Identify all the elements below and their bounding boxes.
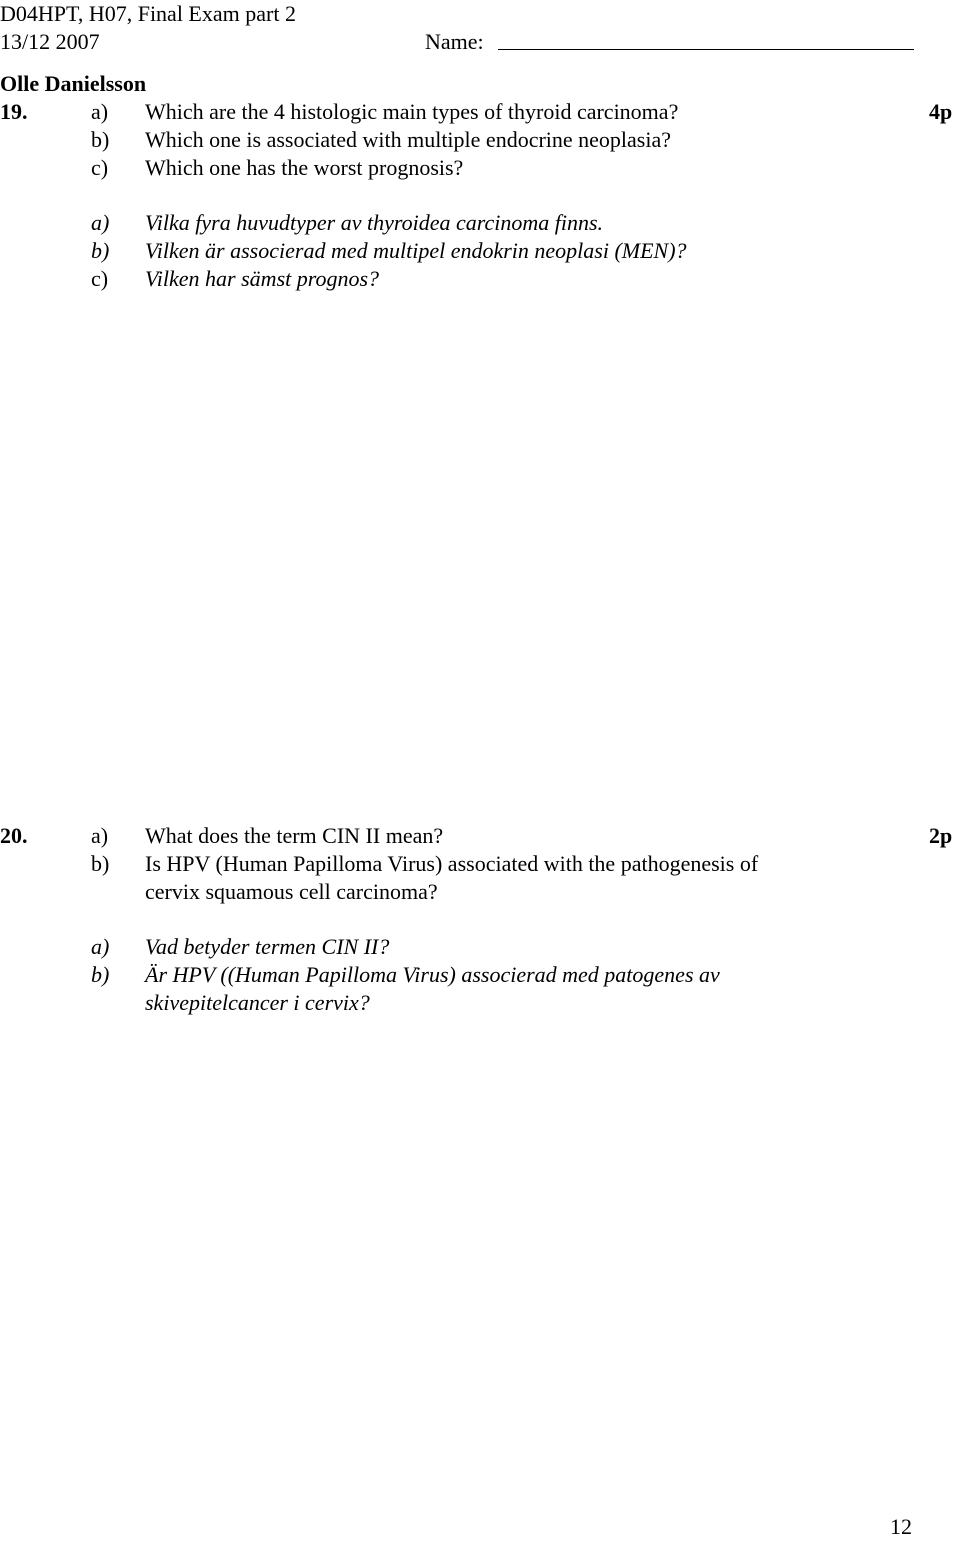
question-number: 19.: [0, 99, 28, 124]
question-text: Is HPV (Human Papilloma Virus) associated with the pathogenesis of: [145, 851, 759, 876]
question-points: 2p: [929, 823, 953, 848]
option-letter: b): [91, 851, 110, 876]
question-points: 4p: [929, 99, 953, 124]
question-text-continued: cervix squamous cell carcinoma?: [145, 879, 438, 904]
option-letter: a): [91, 99, 109, 124]
question-number: 20.: [0, 823, 28, 848]
question-text-swedish: Vilken är associerad med multipel endokrin neoplasi (MEN)?: [145, 238, 687, 263]
option-letter: b): [91, 127, 110, 152]
page-number: 12: [890, 1514, 912, 1539]
question-text-swedish-continued: skivepitelcancer i cervix?: [145, 990, 370, 1015]
question-text-swedish: Vilken har sämst prognos?: [145, 266, 380, 291]
exam-date: 13/12 2007: [0, 29, 100, 54]
name-input-line: [498, 49, 914, 50]
option-letter: c): [91, 266, 109, 291]
option-letter: b): [91, 238, 110, 263]
question-text: What does the term CIN II mean?: [145, 823, 444, 848]
option-letter: c): [91, 155, 109, 180]
author-name: Olle Danielsson: [0, 71, 147, 96]
option-letter: a): [91, 934, 110, 959]
option-letter: a): [91, 210, 110, 235]
question-text: Which one has the worst prognosis?: [145, 155, 464, 180]
course-title: D04HPT, H07, Final Exam part 2: [0, 1, 296, 26]
option-letter: a): [91, 823, 109, 848]
question-text: Which one is associated with multiple endocrine neoplasia?: [145, 127, 672, 152]
option-letter: b): [91, 962, 110, 987]
question-text-swedish: Vad betyder termen CIN II?: [145, 934, 390, 959]
name-label: Name:: [425, 29, 484, 54]
question-text: Which are the 4 histologic main types of thyroid carcinoma?: [145, 99, 679, 124]
question-text-swedish: Vilka fyra huvudtyper av thyroidea carcinoma finns.: [145, 210, 604, 235]
question-text-swedish: Är HPV ((Human Papilloma Virus) associerad med patogenes av: [145, 962, 720, 987]
